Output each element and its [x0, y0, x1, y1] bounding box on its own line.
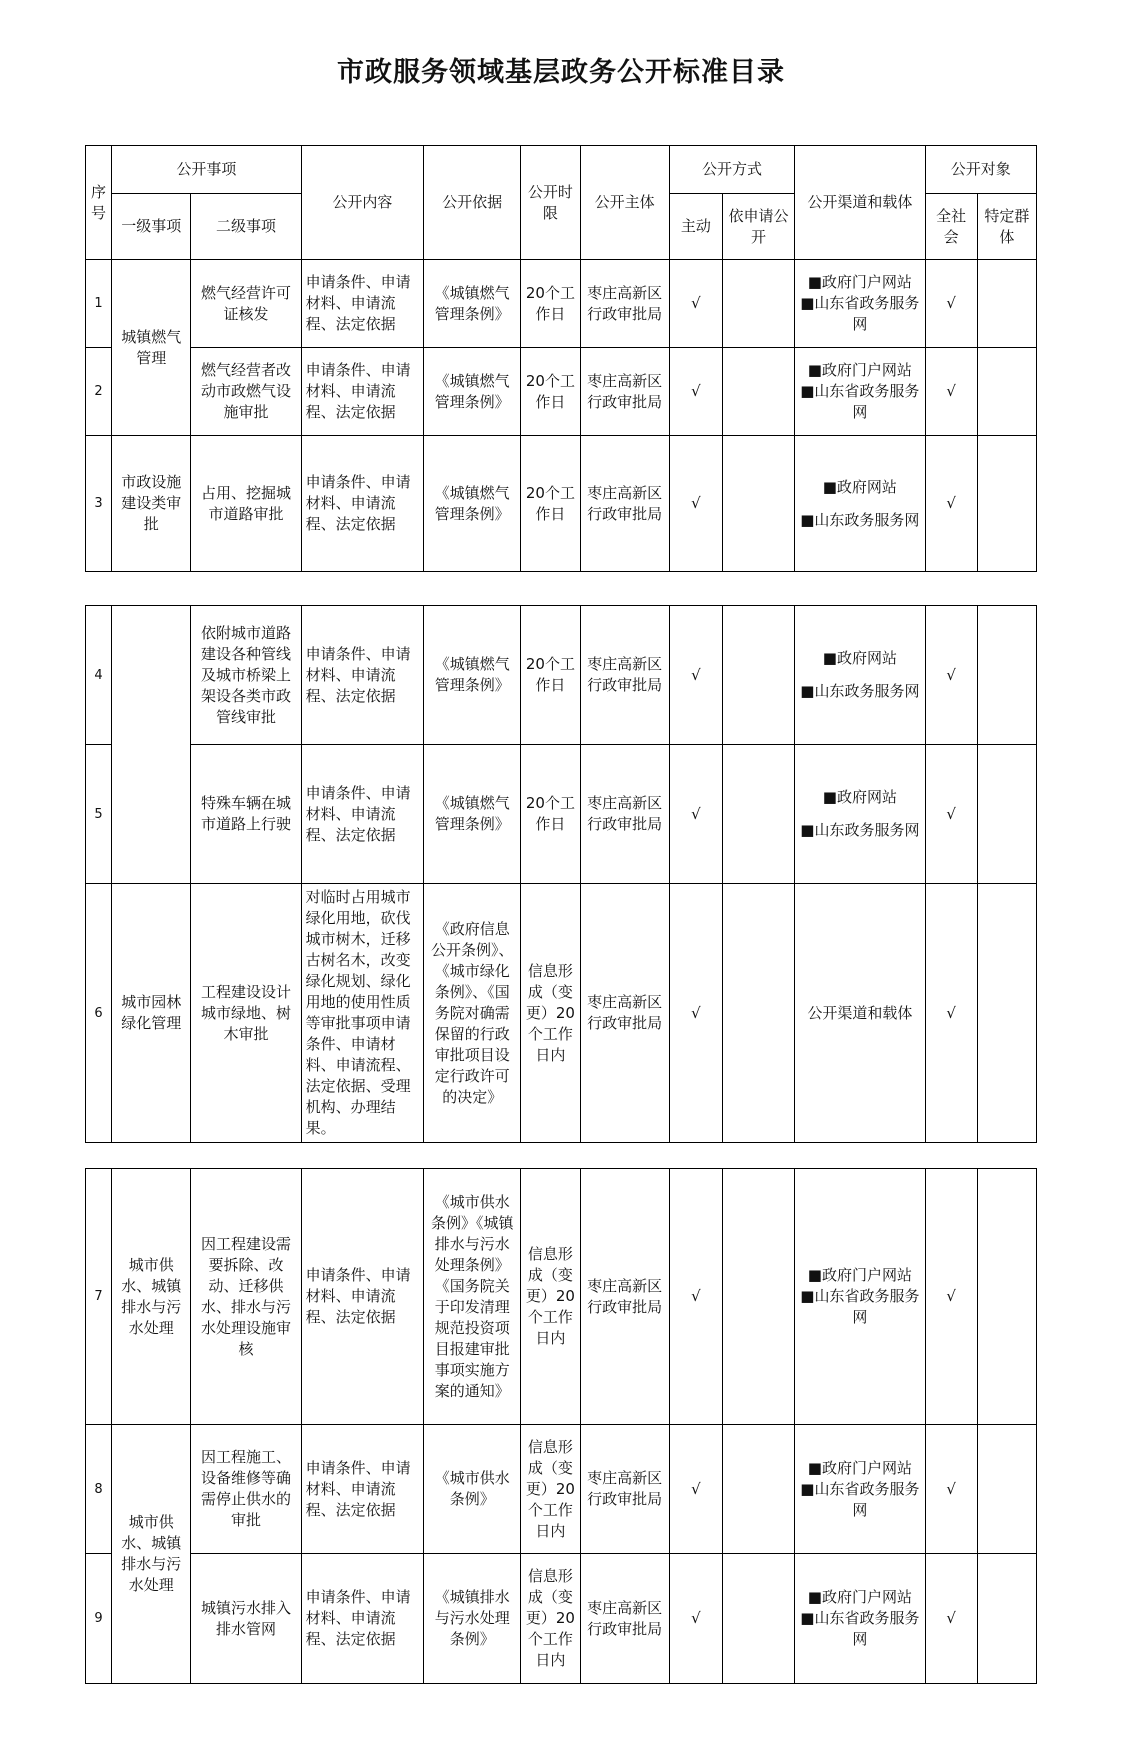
channel-item: ■政府网站 [822, 788, 897, 806]
row-level2: 依附城市道路建设各种管线及城市桥梁上架设各类市政管线审批 [191, 606, 301, 745]
row-content: 申请条件、申请材料、申请流程、法定依据 [301, 606, 423, 745]
row-seq: 7 [86, 1169, 112, 1425]
row-channel [795, 1425, 925, 1554]
row-basis: 《城镇燃气管理条例》 [424, 745, 521, 884]
row-on-request [722, 1169, 794, 1425]
row-seq: 3 [86, 436, 112, 572]
row-on-request [722, 1425, 794, 1554]
row-basis: 《城市供水条例》 [424, 1425, 521, 1554]
row-seq: 9 [86, 1554, 112, 1684]
header-all-society: 全社会 [925, 194, 977, 260]
table-row [86, 1425, 1037, 1554]
row-channel [795, 1554, 925, 1684]
row-basis: 《城镇燃气管理条例》 [424, 260, 521, 348]
row-active: √ [669, 745, 722, 884]
row-level1: 城市供水、城镇排水与污水处理 [112, 1169, 191, 1425]
row-active: √ [669, 260, 722, 348]
header-level1: 一级事项 [112, 194, 191, 260]
row-specific-group [977, 348, 1036, 436]
row-channel [795, 745, 925, 884]
row-specific-group [977, 606, 1036, 745]
header-basis: 公开依据 [424, 146, 521, 260]
row-time-limit: 20个工作日 [521, 606, 580, 745]
header-specific-group: 特定群体 [977, 194, 1036, 260]
channel-item: ■山东政务服务网 [800, 821, 920, 839]
channel-item: ■山东政务服务网 [800, 682, 920, 700]
row-active: √ [669, 1169, 722, 1425]
channel-item: ■山东省政务服务网 [800, 294, 920, 333]
channel-item: ■政府门户网站 [807, 361, 912, 379]
row-on-request [722, 348, 794, 436]
header-items: 公开事项 [112, 146, 302, 194]
channel-item: ■政府门户网站 [807, 1588, 912, 1606]
table-row [86, 606, 1037, 745]
row-content: 申请条件、申请材料、申请流程、法定依据 [301, 745, 423, 884]
row-active: √ [669, 1425, 722, 1554]
row-basis: 《政府信息公开条例》、《城市绿化条例》、《国务院对确需保留的行政审批项目设定行政许可的决定》 [424, 884, 521, 1143]
header-subject: 公开主体 [580, 146, 669, 260]
catalog-table-part-1 [85, 145, 1037, 572]
header-active: 主动 [669, 194, 722, 260]
row-specific-group [977, 745, 1036, 884]
table-row [86, 884, 1037, 1143]
channel-item: 公开渠道和载体 [807, 1003, 913, 1022]
row-on-request [722, 1554, 794, 1684]
row-all-society: √ [925, 606, 977, 745]
row-level1 [112, 606, 191, 884]
row-subject: 枣庄高新区行政审批局 [580, 1169, 669, 1425]
row-time-limit: 信息形成（变更）20个工作日内 [521, 1169, 580, 1425]
table-row [86, 1169, 1037, 1425]
row-channel [795, 884, 925, 1143]
row-content: 对临时占用城市绿化用地，砍伐城市树木，迁移古树名木，改变绿化规划、绿化用地的使用性质等审批事项申请条件、申请材料、申请流程、法定依据、受理机构、办理结果。 [301, 884, 423, 1143]
row-basis: 《城镇燃气管理条例》 [424, 606, 521, 745]
catalog-table-part-3 [85, 1168, 1037, 1684]
row-time-limit: 20个工作日 [521, 745, 580, 884]
row-specific-group [977, 1169, 1036, 1425]
row-subject: 枣庄高新区行政审批局 [580, 348, 669, 436]
header-channel: 公开渠道和载体 [795, 146, 925, 260]
table-row [86, 436, 1037, 572]
row-on-request [722, 260, 794, 348]
page-title: 市政服务领域基层政务公开标准目录 [337, 57, 785, 88]
row-all-society: √ [925, 1169, 977, 1425]
header-content: 公开内容 [301, 146, 423, 260]
row-subject: 枣庄高新区行政审批局 [580, 436, 669, 572]
row-time-limit: 20个工作日 [521, 260, 580, 348]
row-channel [795, 260, 925, 348]
row-basis: 《城镇排水与污水处理条例》 [424, 1554, 521, 1684]
row-level2: 工程建设设计城市绿地、树木审批 [191, 884, 301, 1143]
row-seq: 4 [86, 606, 112, 745]
row-channel [795, 1169, 925, 1425]
channel-item: ■政府网站 [822, 649, 897, 667]
row-channel [795, 606, 925, 745]
row-seq: 8 [86, 1425, 112, 1554]
row-seq: 5 [86, 745, 112, 884]
row-time-limit: 信息形成（变更）20个工作日内 [521, 1425, 580, 1554]
row-content: 申请条件、申请材料、申请流程、法定依据 [301, 1425, 423, 1554]
row-active: √ [669, 348, 722, 436]
row-specific-group [977, 436, 1036, 572]
channel-item: ■山东省政务服务网 [800, 1609, 920, 1648]
header-seq: 序号 [86, 146, 112, 260]
row-level2: 燃气经营许可证核发 [191, 260, 301, 348]
row-specific-group [977, 884, 1036, 1143]
row-specific-group [977, 260, 1036, 348]
row-basis: 《城镇燃气管理条例》 [424, 436, 521, 572]
channel-item: ■政府门户网站 [807, 1266, 912, 1284]
row-specific-group [977, 1425, 1036, 1554]
row-seq: 1 [86, 260, 112, 348]
row-level2: 燃气经营者改动市政燃气设施审批 [191, 348, 301, 436]
header-level2: 二级事项 [191, 194, 301, 260]
row-level2: 因工程建设需要拆除、改动、迁移供水、排水与污水处理设施审核 [191, 1169, 301, 1425]
row-all-society: √ [925, 884, 977, 1143]
row-active: √ [669, 606, 722, 745]
row-basis: 《城市供水条例》《城镇排水与污水处理条例》《国务院关于印发清理规范投资项目报建审批事项实施方案的通知》 [424, 1169, 521, 1425]
row-channel [795, 436, 925, 572]
row-on-request [722, 606, 794, 745]
row-level2: 特殊车辆在城市道路上行驶 [191, 745, 301, 884]
channel-item: ■山东省政务服务网 [800, 1287, 920, 1326]
row-subject: 枣庄高新区行政审批局 [580, 1554, 669, 1684]
channel-item: ■山东省政务服务网 [800, 382, 920, 421]
table-row [86, 1554, 1037, 1684]
catalog-table-part-2 [85, 605, 1037, 1143]
channel-item: ■山东省政务服务网 [800, 1479, 920, 1519]
row-subject: 枣庄高新区行政审批局 [580, 1425, 669, 1554]
row-subject: 枣庄高新区行政审批局 [580, 745, 669, 884]
row-level1: 城镇燃气管理 [112, 260, 191, 436]
row-time-limit: 20个工作日 [521, 348, 580, 436]
channel-item: ■政府门户网站 [807, 1458, 912, 1477]
row-subject: 枣庄高新区行政审批局 [580, 260, 669, 348]
row-on-request [722, 436, 794, 572]
row-level1: 市政设施建设类审批 [112, 436, 191, 572]
row-specific-group [977, 1554, 1036, 1684]
row-level2: 占用、挖掘城市道路审批 [191, 436, 301, 572]
row-level1: 城市园林绿化管理 [112, 884, 191, 1143]
row-seq: 2 [86, 348, 112, 436]
row-channel [795, 348, 925, 436]
row-on-request [722, 745, 794, 884]
row-time-limit: 信息形成（变更）20个工作日内 [521, 884, 580, 1143]
row-content: 申请条件、申请材料、申请流程、法定依据 [301, 436, 423, 572]
row-active: √ [669, 884, 722, 1143]
row-all-society: √ [925, 745, 977, 884]
row-content: 申请条件、申请材料、申请流程、法定依据 [301, 348, 423, 436]
row-seq: 6 [86, 884, 112, 1143]
channel-item: ■政府门户网站 [807, 273, 912, 291]
row-subject: 枣庄高新区行政审批局 [580, 884, 669, 1143]
table-row [86, 348, 1037, 436]
row-on-request [722, 884, 794, 1143]
row-active: √ [669, 1554, 722, 1684]
row-all-society: √ [925, 436, 977, 572]
table-row [86, 260, 1037, 348]
row-basis: 《城镇燃气管理条例》 [424, 348, 521, 436]
row-content: 申请条件、申请材料、申请流程、法定依据 [301, 1169, 423, 1425]
header-on-request: 依申请公开 [722, 194, 794, 260]
header-time-limit: 公开时限 [521, 146, 580, 260]
row-all-society: √ [925, 1554, 977, 1684]
row-active: √ [669, 436, 722, 572]
row-content: 申请条件、申请材料、申请流程、法定依据 [301, 260, 423, 348]
header-method: 公开方式 [669, 146, 794, 194]
channel-item: ■政府网站 [822, 477, 897, 496]
table-row [86, 745, 1037, 884]
header-target: 公开对象 [925, 146, 1036, 194]
row-subject: 枣庄高新区行政审批局 [580, 606, 669, 745]
row-level2: 城镇污水排入排水管网 [191, 1554, 301, 1684]
row-time-limit: 20个工作日 [521, 436, 580, 572]
row-all-society: √ [925, 1425, 977, 1554]
channel-item: ■山东政务服务网 [800, 510, 920, 529]
row-time-limit: 信息形成（变更）20个工作日内 [521, 1554, 580, 1684]
row-level2: 因工程施工、设备维修等确需停止供水的审批 [191, 1425, 301, 1554]
row-all-society: √ [925, 348, 977, 436]
row-all-society: √ [925, 260, 977, 348]
row-level1: 城市供水、城镇排水与污水处理 [112, 1425, 191, 1684]
row-content: 申请条件、申请材料、申请流程、法定依据 [301, 1554, 423, 1684]
